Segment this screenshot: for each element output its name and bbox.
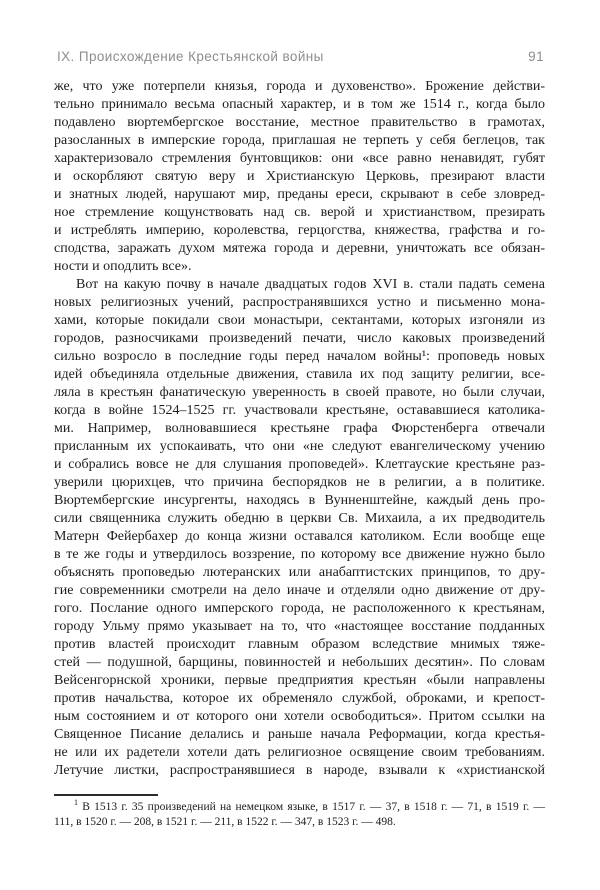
text-line: Вейсенгорнской хроники, первые предприятия крестьян «были направлены: [54, 673, 545, 688]
text-line: городу Ульму прямо указывает на то, что «настоящее восстание подданных: [54, 619, 545, 634]
text-line: и знатных людей, нарушают мир, преданы ереси, скрывают в себе зловред-: [54, 187, 545, 202]
text-line: Священное Писание делались и раньше начала Реформации, когда крестья-: [54, 727, 545, 742]
text-line: подавлено вюртембергское восстание, местное правительство в грамотах,: [54, 115, 545, 130]
text-line: разосланных в имперские города, приглашая не терпеть у себя беглецов, так: [54, 133, 545, 148]
text-line: ное стремление кощунствовать над св. верой и христианством, презирать: [54, 205, 545, 220]
text-line: в те же годы и утвердилось воззрение, по которому все движение нужно было: [54, 547, 545, 562]
text-line: когда в войне 1524–1525 гг. участвовали крестьяне, остававшиеся католика-: [54, 403, 545, 418]
text-line: Матерн Фейербахер до конца жизни оставался католиком. Если вообще еще: [54, 529, 545, 544]
text-line: $^1$ В 1513 г. 35 произведений на немецком языке, в 1517 г. — 37, в 1518 г. — 71, в 1519 г. —: [74, 798, 545, 813]
text-line: против начальства, которое их обременяло службой, оброками, и крепост-: [54, 691, 545, 706]
text-line: стей — подушной, барщины, повинностей и небольших десятин». По словам: [54, 655, 545, 670]
text-line: 111, в 1520 г. — 208, в 1521 г. — 211, в 1522 г. — 347, в 1523 г. — 498.: [54, 816, 396, 828]
page-number: 91: [528, 49, 544, 64]
text-line: и оскорбляют святую веру и Христианскую Церковь, презирают власти: [54, 169, 545, 184]
text-line: сили священника служить обедню в церкви Св. Михаила, а их предводитель: [54, 511, 545, 526]
text-line: и собрались вовсе не для слушания проповедей». Клетгауские крестьяне раз-: [54, 457, 545, 472]
text-line: Летучие листки, распространявшиеся в народе, взывали к «христианской: [54, 763, 545, 778]
text-line: тельно принимало весьма опасный характер, и в том же 1514 г., когда было: [54, 97, 545, 112]
text-line: сильно возросло в последние годы перед началом войны¹: проповедь новых: [54, 349, 545, 364]
footnote-marker: 1: [74, 798, 78, 808]
text-line: ности и оподлить все».: [54, 259, 192, 274]
text-line: хами, которые покидали свои монастыри, сектантами, которых изгоняли из: [54, 313, 545, 328]
text-line: Вот на какую почву в начале двадцатых годов XVI в. стали падать семена: [76, 277, 545, 292]
text-line: сподства, заражать духом мятежа города и деревни, уничтожать все обязан-: [54, 241, 545, 256]
text-line: объяснять проповедью лютеранских или анабаптистских принципов, то дру-: [54, 565, 545, 580]
body-text: [54, 78, 545, 780]
text-line: ляла в крестьян фанатическую уверенность в своей правоте, но были случаи,: [54, 385, 545, 400]
text-line: уверили цюрихцев, что причина беспорядков не в религии, а в политике.: [54, 475, 545, 490]
footnote-area: [54, 794, 545, 830]
text-line: характеризовало стремления бунтовщиков: они «все равно ненавидят, губят: [54, 151, 545, 166]
text-line: гие современники смотрели на дело иначе и отделяли одно движение от дру-: [54, 583, 545, 598]
text-line: новых религиозных учений, распространявшихся устно и письменно мона-: [54, 295, 545, 310]
text-line: присланным их успокаивать, что они «не следуют евангелическому учению: [54, 439, 545, 454]
text-line: идей объединяла отдельные движения, ставила их под защиту религии, все-: [54, 367, 545, 382]
running-chapter-title: IX. Происхождение Крестьянской войны: [57, 49, 324, 64]
text-line: против властей происходит главным образом вследствие мнимых тяже-: [54, 637, 545, 652]
footnote-separator: [54, 794, 158, 796]
text-line: гого. Послание одного имперского города, не расположенного к крестьянам,: [54, 601, 545, 616]
text-line: ми. Например, волновавшиеся крестьяне графа Фюрстенберга отвечали: [54, 421, 545, 436]
footnote-text: [54, 800, 545, 830]
text-line: ным состоянием и от которого они хотели освободиться». Притом ссылки на: [54, 709, 545, 724]
text-line: Вюртембергские инсургенты, находясь в Вунненштейне, каждый день про-: [54, 493, 545, 508]
text-line: и истреблять империю, королевства, герцогства, княжества, графства и го-: [54, 223, 545, 238]
text-line: городов, разносчиками произведений печати, число каковых произведений: [54, 331, 545, 346]
page-header: [57, 49, 544, 64]
text-line: же, что уже потерпели князья, города и духовенство». Брожение действи-: [54, 79, 545, 94]
text-line: не или их радетели хотели дать религиозное освящение своим требованиям.: [54, 745, 545, 760]
